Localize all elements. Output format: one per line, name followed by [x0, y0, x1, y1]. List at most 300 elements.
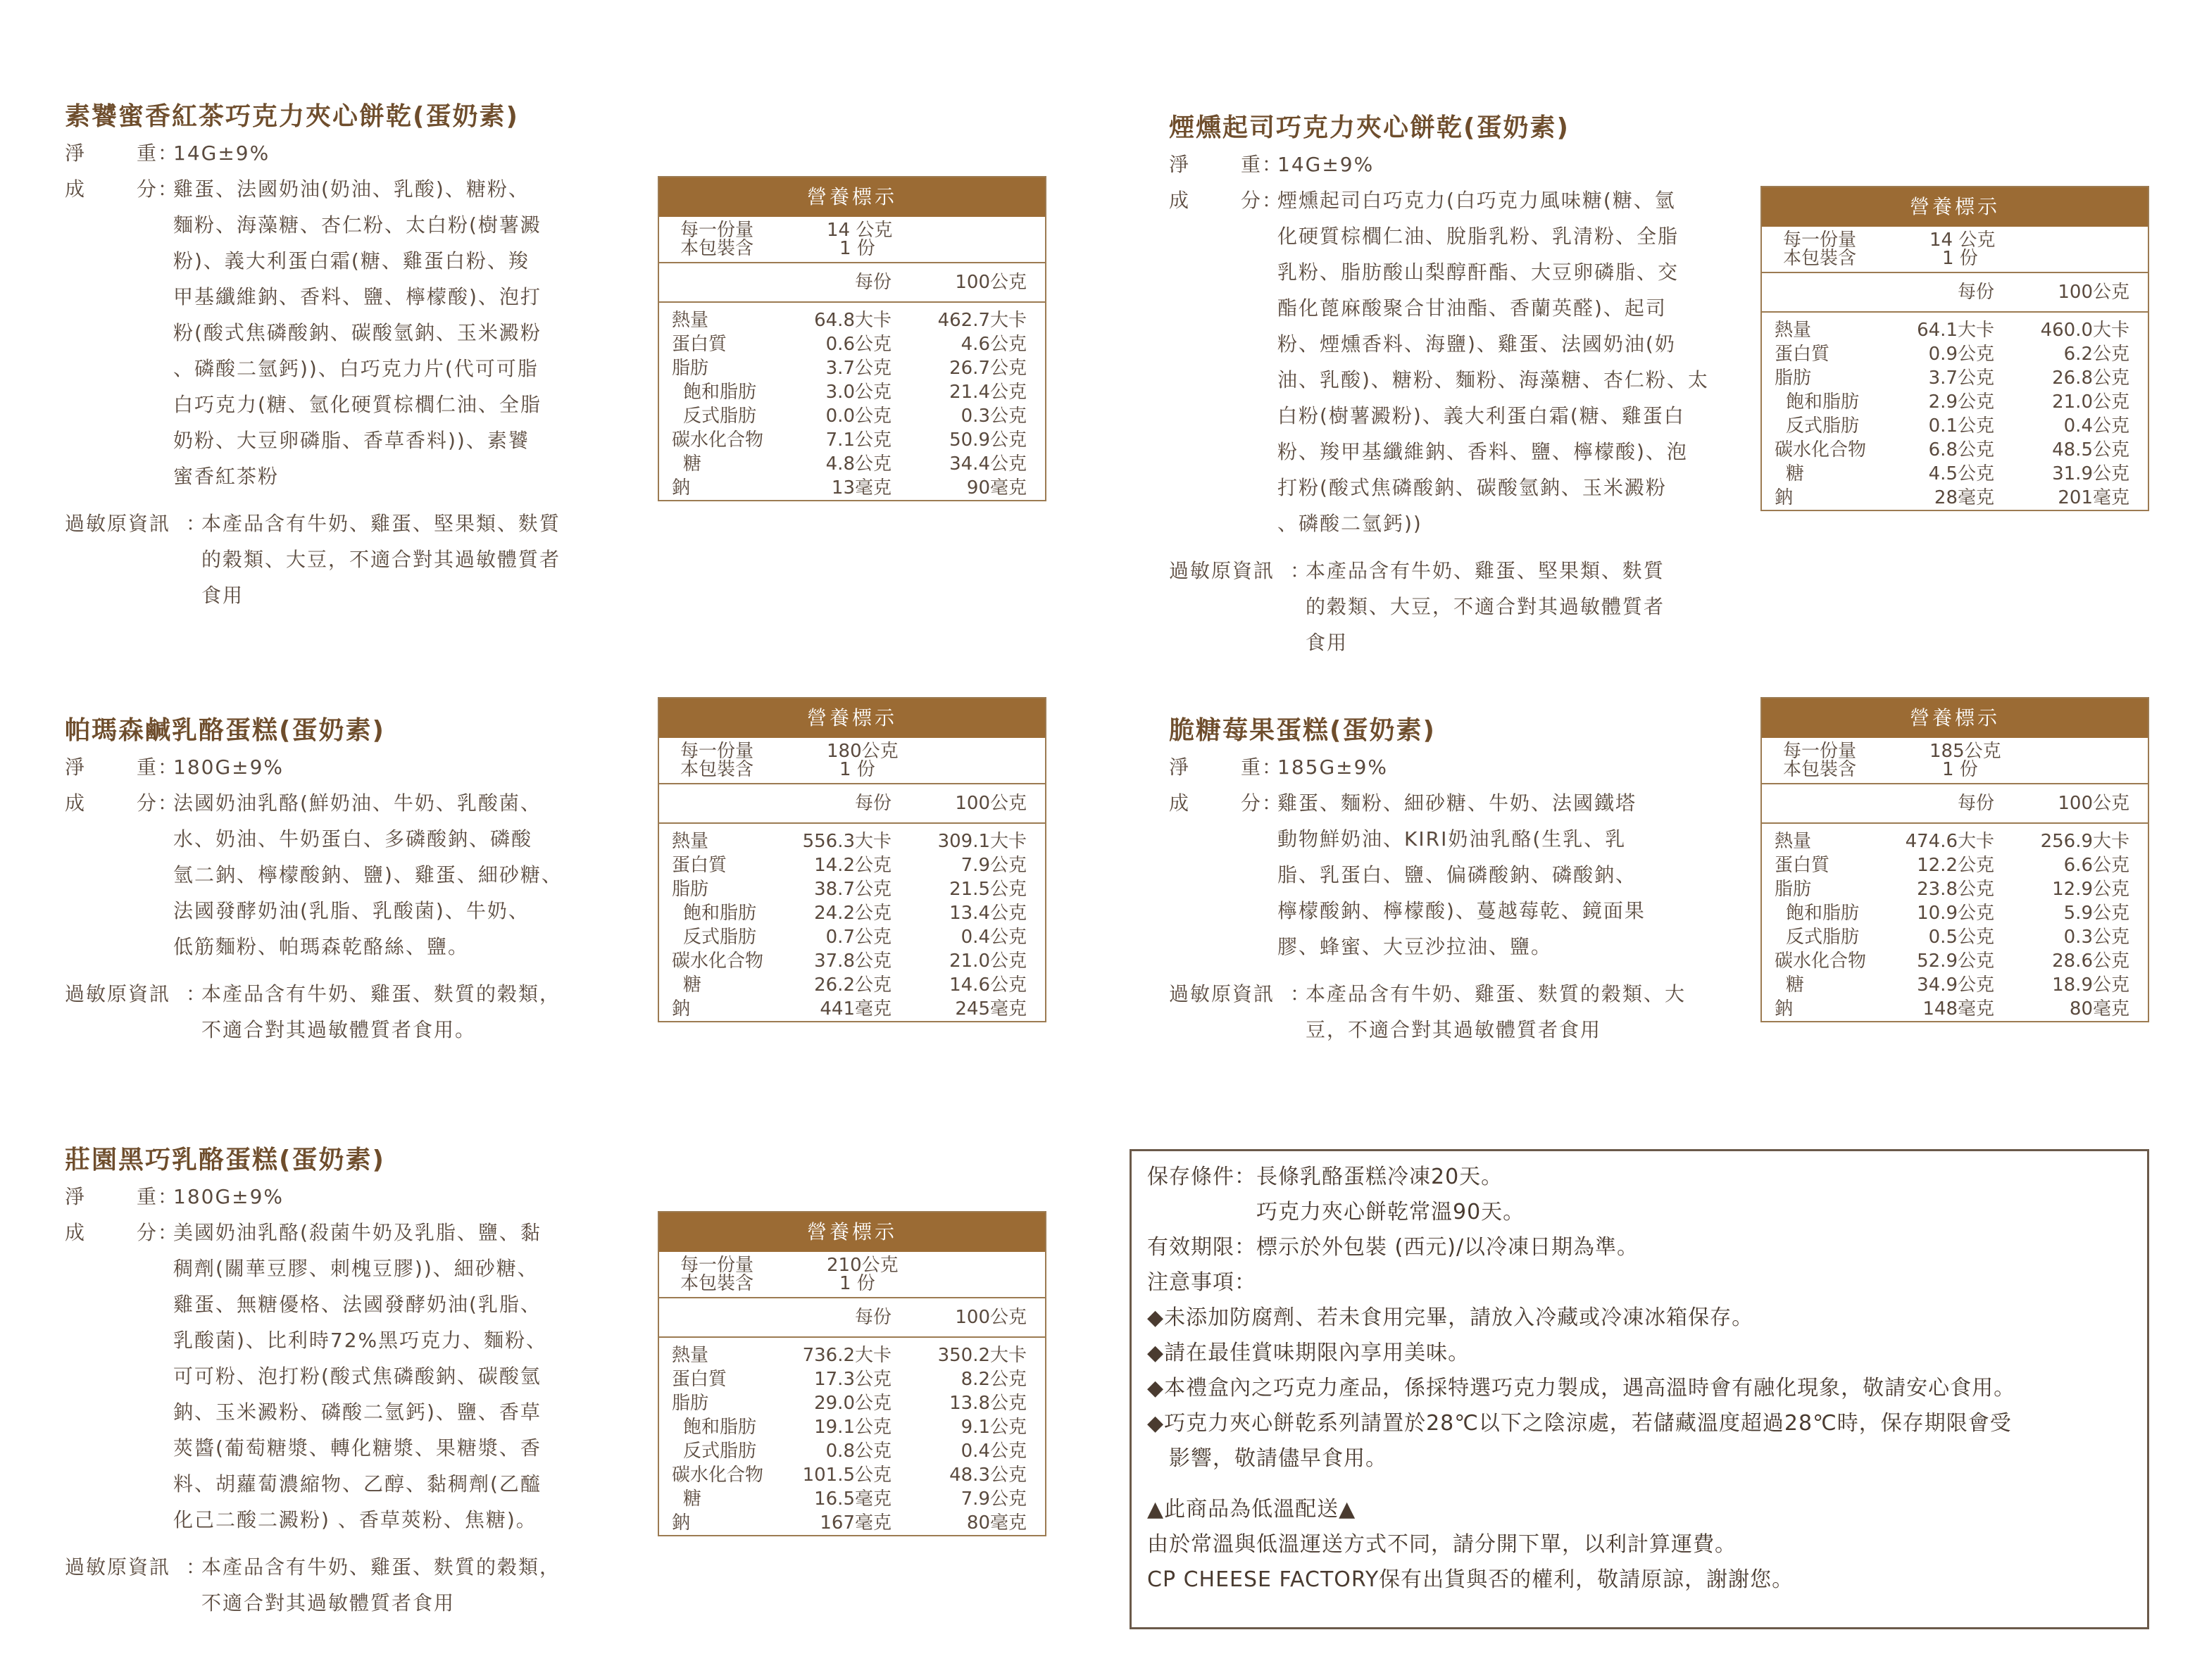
colon: ： — [158, 1185, 180, 1208]
allergen-row — [65, 1549, 615, 1621]
nutrition-row — [659, 1487, 1045, 1511]
nutrition-row — [1762, 390, 2148, 414]
nutrition-row — [659, 853, 1045, 877]
allergen-text — [1306, 553, 1741, 660]
nutrition-table-title: 營養標示 — [1762, 698, 2148, 738]
notice-line: 注意事項： — [1147, 1270, 1256, 1295]
per-serving-header: 每份 — [854, 1307, 892, 1328]
ingredients-label-char: 分 — [1240, 791, 1262, 815]
per-100g-value: 50.9公克 — [949, 430, 1027, 451]
ingredients-row — [1169, 785, 1720, 965]
notice-line: 巧克力夾心餅乾常溫90天。 — [1147, 1200, 1525, 1224]
nutrition-row — [659, 925, 1045, 949]
net-weight-row — [65, 1179, 615, 1215]
allergen-line: 不適合對其過敏體質者食用。 — [201, 1018, 477, 1041]
nutrient-name: 糖 — [683, 453, 702, 475]
product-title: 脆糖莓果蛋糕(蛋奶素) — [1169, 716, 1436, 745]
ingredients-label — [1169, 182, 1262, 541]
nutrient-name: 脂肪 — [1775, 368, 1812, 389]
notice-line: 保存條件：長條乳酪蛋糕冷凍20天。 — [1147, 1165, 1503, 1189]
ingredients-line: 雞蛋、法國奶油(奶油、乳酸)、糖粉、 — [173, 177, 530, 201]
net-weight-label-char: 淨 — [1169, 756, 1191, 779]
serving-size-value: 210公克 — [827, 1255, 899, 1276]
ingredients-line: 動物鮮奶油、KIRI奶油乳酪(生乳、乳 — [1277, 827, 1627, 851]
ingredients-line: 鈉、玉米澱粉、磷酸二氫鈣)、鹽、香草 — [173, 1400, 542, 1424]
nutrition-row — [659, 1391, 1045, 1415]
nutrient-name: 碳水化合物 — [1775, 439, 1867, 460]
servings-count-label: 本包裝含 — [1783, 248, 1857, 269]
nutrition-row — [1762, 366, 2148, 390]
serving-size-label: 每一份量 — [1783, 230, 1857, 251]
allergen-line: 本產品含有牛奶、雞蛋、堅果類、麩質 — [201, 512, 561, 535]
per-serving-value: 148毫克 — [1922, 998, 1994, 1020]
colon: ： — [1262, 791, 1284, 815]
per-100g-value: 350.2大卡 — [937, 1345, 1027, 1366]
serving-info — [1762, 738, 2148, 784]
ingredients-line: 粉)、義大利蛋白霜(糖、雞蛋白粉、羧 — [173, 249, 530, 272]
colon: ： — [1262, 189, 1284, 212]
per-100g-value: 80毫克 — [2069, 998, 2129, 1020]
nutrition-row — [659, 829, 1045, 853]
column-headers — [659, 1298, 1045, 1338]
ingredients-row — [1169, 182, 1741, 541]
nutrition-row — [1762, 318, 2148, 342]
nutrient-name: 反式脂肪 — [683, 927, 757, 948]
product-title: 素饕蜜香紅茶巧克力夾心餅乾(蛋奶素) — [65, 102, 519, 131]
nutrition-row — [1762, 997, 2148, 1021]
ingredients-line: 白巧克力(糖、氫化硬質棕櫚仁油、全脂 — [173, 393, 542, 416]
ingredients-line: 可可粉、泡打粉(酸式焦磷酸鈉、碳酸氫 — [173, 1365, 542, 1388]
per-serving-value: 0.0公克 — [825, 406, 892, 427]
ingredients-label-char: 成 — [65, 177, 87, 201]
nutrition-row — [659, 332, 1045, 356]
ingredients-line: 膠、蜂蜜、大豆沙拉油、鹽。 — [1277, 935, 1553, 958]
per-100g-value: 6.6公克 — [2063, 855, 2129, 876]
serving-size-label: 每一份量 — [1783, 741, 1857, 762]
ingredients-line: 粉、煙燻香料、海鹽)、雞蛋、法國奶油(奶 — [1277, 332, 1676, 356]
nutrition-row — [659, 308, 1045, 332]
nutrient-name: 飽和脂肪 — [1786, 391, 1860, 413]
product-title: 煙燻起司巧克力夾心餅乾(蛋奶素) — [1169, 113, 1570, 142]
nutrition-rows — [659, 824, 1045, 1021]
per-serving-value: 28毫克 — [1934, 487, 1994, 508]
per-serving-value: 24.2公克 — [814, 903, 892, 924]
nutrition-row — [659, 1367, 1045, 1391]
nutrition-row — [1762, 462, 2148, 486]
allergen-text — [201, 976, 615, 1048]
allergen-text — [201, 1549, 615, 1621]
ingredients-label-char: 成 — [65, 791, 87, 815]
ingredients-text — [1277, 182, 1741, 541]
nutrient-name: 碳水化合物 — [672, 951, 764, 972]
per-serving-value: 0.7公克 — [825, 927, 892, 948]
nutrition-row — [659, 973, 1045, 997]
column-headers — [1762, 273, 2148, 313]
nutrition-row — [659, 404, 1045, 428]
servings-count-label: 本包裝含 — [680, 759, 754, 780]
allergen-label: 過敏原資訊 — [65, 512, 171, 535]
serving-size-label: 每一份量 — [680, 1255, 754, 1276]
ingredients-line: 酯化蓖麻酸聚合甘油酯、香蘭英醛)、起司 — [1277, 296, 1667, 320]
nutrient-name: 飽和脂肪 — [683, 903, 757, 924]
nutrition-table — [1760, 697, 2149, 1022]
nutrient-name: 碳水化合物 — [672, 1465, 764, 1486]
ingredients-line: 乳酸菌)、比利時72%黑巧克力、麵粉、 — [173, 1329, 548, 1352]
per-serving-value: 4.5公克 — [1928, 463, 1994, 484]
notice-line: 影響，敬請儘早食用。 — [1147, 1446, 1387, 1471]
serving-size-label: 每一份量 — [680, 741, 754, 762]
allergen-row — [65, 506, 615, 613]
per-serving-value: 4.8公克 — [825, 453, 892, 475]
servings-count-value: 1 份 — [839, 759, 875, 780]
nutrition-row — [659, 1439, 1045, 1463]
ingredients-row — [65, 1215, 615, 1538]
ingredients-line: 打粉(酸式焦磷酸鈉、碳酸氫鈉、玉米澱粉 — [1277, 476, 1667, 499]
allergen-line: 本產品含有牛奶、雞蛋、堅果類、麩質 — [1306, 559, 1665, 582]
per-100g-value: 48.3公克 — [949, 1465, 1027, 1486]
nutrition-row — [659, 452, 1045, 476]
product-title: 帕瑪森鹹乳酪蛋糕(蛋奶素) — [65, 716, 385, 745]
per-serving-value: 0.8公克 — [825, 1441, 892, 1462]
nutrition-row — [1762, 486, 2148, 510]
nutrition-row — [1762, 901, 2148, 925]
ingredients-line: 乳粉、脂肪酸山梨醇酐酯、大豆卵磷脂、交 — [1277, 261, 1679, 284]
nutrient-name: 鈉 — [672, 998, 691, 1020]
per-serving-value: 556.3大卡 — [802, 831, 892, 852]
per-100g-value: 0.3公克 — [2063, 927, 2129, 948]
column-headers — [659, 784, 1045, 824]
colon: ： — [158, 142, 180, 165]
ingredients-label — [65, 785, 158, 965]
per-serving-value: 474.6大卡 — [1905, 831, 1994, 852]
allergen-line: 不適合對其過敏體質者食用 — [201, 1591, 456, 1615]
per-100g-value: 14.6公克 — [949, 974, 1027, 996]
per-serving-value: 16.5毫克 — [814, 1488, 892, 1510]
ingredients-label — [65, 1215, 158, 1538]
per-100g-value: 201毫克 — [2058, 487, 2129, 508]
ingredients-line: 雞蛋、麵粉、細砂糖、牛奶、法國鐵塔 — [1277, 791, 1637, 815]
ingredients-line: 料、胡蘿蔔濃縮物、乙醇、黏稠劑(乙醯 — [173, 1472, 542, 1496]
net-weight-label — [1169, 146, 1262, 182]
notice-line: ◆未添加防腐劑、若未食用完畢，請放入冷藏或冷凍冰箱保存。 — [1147, 1305, 1754, 1330]
net-weight-label-char: 重 — [1240, 153, 1262, 176]
product-block — [65, 713, 615, 1048]
colon: ： — [1290, 982, 1312, 1005]
ingredients-line: 低筋麵粉、帕瑪森乾酪絲、鹽。 — [173, 935, 470, 958]
ingredients-line: 稠劑(關華豆膠、刺槐豆膠))、細砂糖、 — [173, 1257, 539, 1280]
colon: ： — [158, 791, 180, 815]
nutrient-name: 飽和脂肪 — [1786, 903, 1860, 924]
per-100g-value: 18.9公克 — [2052, 974, 2129, 996]
colon: ： — [158, 1221, 180, 1244]
per-100g-value: 34.4公克 — [949, 453, 1027, 475]
notice-line: ▲此商品為低溫配送▲ — [1147, 1497, 1356, 1522]
nutrient-name: 反式脂肪 — [683, 1441, 757, 1462]
per-serving-value: 38.7公克 — [814, 879, 892, 900]
allergen-line: 食用 — [1306, 631, 1349, 654]
notice-line: ◆請在最佳賞味期限內享用美味。 — [1147, 1341, 1470, 1365]
ingredients-line: 白粉(樹薯澱粉)、義大利蛋白霜(糖、雞蛋白 — [1277, 404, 1685, 427]
colon: ： — [1262, 153, 1284, 176]
nutrient-name: 蛋白質 — [672, 855, 727, 876]
per-100g-value: 0.4公克 — [961, 927, 1027, 948]
notice-line: 有效期限：標示於外包裝 (西元)/以冷凍日期為準。 — [1147, 1235, 1639, 1260]
notice-line: 由於常溫與低溫運送方式不同，請分開下單，以利計算運費。 — [1147, 1532, 1737, 1557]
spacer — [65, 494, 615, 506]
allergen-line: 本產品含有牛奶、雞蛋、麩質的穀類， — [201, 1555, 561, 1579]
spacer — [65, 965, 615, 976]
colon: ： — [1262, 756, 1284, 779]
servings-count-label: 本包裝含 — [680, 238, 754, 259]
allergen-text — [1306, 976, 1720, 1048]
serving-info — [659, 1252, 1045, 1298]
nutrition-rows — [659, 1338, 1045, 1535]
per-100g-value: 0.4公克 — [2063, 415, 2129, 437]
nutrition-row — [659, 356, 1045, 380]
nutrient-name: 糖 — [1786, 974, 1805, 996]
nutrient-name: 脂肪 — [672, 358, 709, 379]
per-100g-value: 31.9公克 — [2052, 463, 2129, 484]
column-headers — [659, 263, 1045, 303]
nutrition-row — [659, 1463, 1045, 1487]
serving-info — [659, 217, 1045, 263]
nutrition-table-title: 營養標示 — [1762, 187, 2148, 227]
allergen-line: 本產品含有牛奶、雞蛋、麩質的穀類、大 — [1306, 982, 1687, 1005]
colon: ： — [186, 982, 208, 1005]
per-serving-value: 34.9公克 — [1917, 974, 1994, 996]
nutrition-table — [658, 176, 1046, 501]
per-serving-value: 64.1大卡 — [1917, 320, 1994, 341]
serving-size-value: 185公克 — [1929, 741, 2001, 762]
ingredients-label-char: 分 — [136, 791, 158, 815]
per-100g-value: 460.0大卡 — [2040, 320, 2129, 341]
per-serving-value: 0.9公克 — [1928, 344, 1994, 365]
net-weight-label-char: 淨 — [1169, 153, 1191, 176]
net-weight-label-char: 重 — [136, 756, 158, 779]
ingredients-line: 法國奶油乳酪(鮮奶油、牛奶、乳酸菌、 — [173, 791, 542, 815]
nutrition-row — [659, 1415, 1045, 1439]
nutrition-row — [1762, 414, 2148, 438]
per-serving-header: 每份 — [854, 793, 892, 814]
per-serving-value: 0.6公克 — [825, 334, 892, 355]
ingredients-line: 莢醬(葡萄糖漿、轉化糖漿、果糖漿、香 — [173, 1436, 542, 1460]
nutrition-row — [659, 380, 1045, 404]
ingredients-label-char: 成 — [65, 1221, 87, 1244]
per-serving-value: 7.1公克 — [825, 430, 892, 451]
nutrient-name: 反式脂肪 — [1786, 415, 1860, 437]
nutrient-name: 反式脂肪 — [1786, 927, 1860, 948]
per-100g-value: 48.5公克 — [2052, 439, 2129, 460]
ingredients-line: 檸檬酸鈉、檸檬酸)、蔓越莓乾、鏡面果 — [1277, 899, 1646, 922]
net-weight-value: 14G±9% — [1277, 153, 1375, 176]
spacer — [1169, 541, 1741, 553]
nutrient-name: 碳水化合物 — [672, 430, 764, 451]
nutrient-name: 蛋白質 — [672, 334, 727, 355]
nutrient-name: 熱量 — [672, 831, 709, 852]
ingredients-label-char: 分 — [136, 177, 158, 201]
ingredients-line: 法國發酵奶油(乳脂、乳酸菌)、牛奶、 — [173, 899, 530, 922]
ingredients-line: 氫二鈉、檸檬酸鈉、鹽)、雞蛋、細砂糖、 — [173, 863, 563, 886]
per-100g-value: 90毫克 — [966, 477, 1027, 499]
nutrient-name: 蛋白質 — [1775, 344, 1830, 365]
net-weight-label-char: 淨 — [65, 756, 87, 779]
per-serving-value: 3.7公克 — [1928, 368, 1994, 389]
serving-size-label: 每一份量 — [680, 220, 754, 241]
ingredients-line: 美國奶油乳酪(殺菌牛奶及乳脂、鹽、黏 — [173, 1221, 542, 1244]
nutrition-table-title: 營養標示 — [659, 1212, 1045, 1252]
nutrition-row — [659, 949, 1045, 973]
nutrition-row — [659, 476, 1045, 500]
per-serving-value: 52.9公克 — [1917, 951, 1994, 972]
ingredients-line: 水、奶油、牛奶蛋白、多磷酸鈉、磷酸 — [173, 827, 533, 851]
per-100g-value: 245毫克 — [955, 998, 1027, 1020]
per-100g-value: 9.1公克 — [961, 1417, 1027, 1438]
ingredients-line: 化硬質棕櫚仁油、脫脂乳粉、乳清粉、全脂 — [1277, 225, 1679, 248]
nutrition-row — [659, 997, 1045, 1021]
ingredients-line: 油、乳酸)、糖粉、麵粉、海藻糖、杏仁粉、太 — [1277, 368, 1709, 391]
nutrient-name: 糖 — [1786, 463, 1805, 484]
per-serving-header: 每份 — [854, 272, 892, 293]
per-serving-value: 64.8大卡 — [814, 310, 892, 331]
nutrient-name: 脂肪 — [1775, 879, 1812, 900]
nutrition-table — [658, 697, 1046, 1022]
servings-count-value: 1 份 — [839, 1273, 875, 1294]
per-100g-value: 462.7大卡 — [937, 310, 1027, 331]
ingredients-line: 奶粉、大豆卵磷脂、香草香料))、素饕 — [173, 429, 530, 452]
nutrition-row — [1762, 973, 2148, 997]
allergen-label: 過敏原資訊 — [1169, 982, 1275, 1005]
nutrient-name: 熱量 — [1775, 831, 1812, 852]
allergen-line: 食用 — [201, 584, 244, 607]
per-100g-value: 26.7公克 — [949, 358, 1027, 379]
nutrition-rows — [659, 303, 1045, 500]
nutrition-row — [1762, 342, 2148, 366]
ingredients-label-char: 成 — [1169, 791, 1191, 815]
allergen-label: 過敏原資訊 — [65, 982, 171, 1005]
per-100g-header: 100公克 — [955, 272, 1027, 293]
per-serving-value: 101.5公克 — [802, 1465, 892, 1486]
allergen-line: 的穀類、大豆，不適合對其過敏體質者 — [1306, 595, 1665, 618]
ingredients-text — [173, 785, 615, 965]
per-serving-value: 23.8公克 — [1917, 879, 1994, 900]
per-100g-value: 309.1大卡 — [937, 831, 1027, 852]
per-100g-value: 21.5公克 — [949, 879, 1027, 900]
spacer — [65, 1538, 615, 1549]
nutrient-name: 鈉 — [1775, 487, 1794, 508]
ingredients-line: 麵粉、海藻糖、杏仁粉、太白粉(樹薯澱 — [173, 213, 542, 237]
ingredients-row — [65, 171, 615, 494]
nutrient-name: 熱量 — [672, 310, 709, 331]
per-serving-header: 每份 — [1957, 282, 1994, 303]
nutrition-row — [1762, 925, 2148, 949]
nutrient-name: 鈉 — [672, 1512, 691, 1534]
allergen-label: 過敏原資訊 — [65, 1555, 171, 1579]
per-serving-value: 14.2公克 — [814, 855, 892, 876]
net-weight-row — [1169, 146, 1741, 182]
notice-line — [1147, 1477, 2132, 1492]
net-weight-label — [65, 749, 158, 785]
allergen-line: 本產品含有牛奶、雞蛋、麩質的穀類， — [201, 982, 561, 1005]
per-100g-value: 21.0公克 — [2052, 391, 2129, 413]
per-100g-value: 26.8公克 — [2052, 368, 2129, 389]
nutrition-row — [659, 877, 1045, 901]
net-weight-row — [1169, 749, 1720, 785]
nutrition-rows — [1762, 313, 2148, 510]
nutrient-name: 碳水化合物 — [1775, 951, 1867, 972]
per-serving-value: 6.8公克 — [1928, 439, 1994, 460]
ingredients-label-char: 分 — [136, 1221, 158, 1244]
ingredients-label-char: 分 — [1240, 189, 1262, 212]
ingredients-row — [65, 785, 615, 965]
allergen-row — [65, 976, 615, 1048]
per-serving-value: 17.3公克 — [814, 1369, 892, 1390]
ingredients-text — [173, 171, 615, 494]
servings-count-value: 1 份 — [1942, 248, 1978, 269]
ingredients-label-char: 成 — [1169, 189, 1191, 212]
product-title: 莊園黑巧乳酪蛋糕(蛋奶素) — [65, 1146, 385, 1174]
nutrient-name: 蛋白質 — [672, 1369, 727, 1390]
per-serving-value: 167毫克 — [820, 1512, 892, 1534]
per-100g-value: 4.6公克 — [961, 334, 1027, 355]
net-weight-value: 14G±9% — [173, 142, 270, 165]
per-100g-value: 7.9公克 — [961, 1488, 1027, 1510]
colon: ： — [186, 512, 208, 535]
product-block — [65, 99, 615, 613]
product-block — [1169, 110, 1741, 660]
per-serving-header: 每份 — [1957, 793, 1994, 814]
nutrient-name: 飽和脂肪 — [683, 382, 757, 403]
nutrient-name: 飽和脂肪 — [683, 1417, 757, 1438]
net-weight-value: 180G±9% — [173, 1185, 284, 1208]
ingredients-line: 化己二酸二澱粉) 、香草莢粉、焦糖)。 — [173, 1508, 537, 1531]
per-serving-value: 3.7公克 — [825, 358, 892, 379]
per-100g-header: 100公克 — [2058, 793, 2129, 814]
per-serving-value: 37.8公克 — [814, 951, 892, 972]
spacer — [1169, 965, 1720, 976]
per-serving-value: 19.1公克 — [814, 1417, 892, 1438]
nutrition-row — [659, 428, 1045, 452]
per-serving-value: 441毫克 — [820, 998, 892, 1020]
allergen-line: 豆，不適合對其過敏體質者食用 — [1306, 1018, 1602, 1041]
net-weight-label — [65, 1179, 158, 1215]
per-100g-value: 7.9公克 — [961, 855, 1027, 876]
nutrition-table-title: 營養標示 — [659, 698, 1045, 738]
per-serving-value: 0.1公克 — [1928, 415, 1994, 437]
per-100g-header: 100公克 — [955, 1307, 1027, 1328]
nutrition-table-title: 營養標示 — [659, 177, 1045, 217]
net-weight-label-char: 重 — [1240, 756, 1262, 779]
per-serving-value: 2.9公克 — [1928, 391, 1994, 413]
nutrition-row — [659, 1511, 1045, 1535]
serving-info — [1762, 227, 2148, 273]
nutrition-rows — [1762, 824, 2148, 1021]
ingredients-line: 蜜香紅茶粉 — [173, 465, 280, 488]
notice-line: ◆本禮盒內之巧克力產品，係採特選巧克力製成，遇高溫時會有融化現象，敬請安心食用。 — [1147, 1376, 2016, 1400]
net-weight-row — [65, 135, 615, 171]
per-serving-value: 26.2公克 — [814, 974, 892, 996]
product-block — [1169, 713, 1720, 1048]
ingredients-line: 、磷酸二氫鈣))、白巧克力片(代可可脂 — [173, 357, 539, 380]
net-weight-label-char: 重 — [136, 1185, 158, 1208]
per-100g-value: 12.9公克 — [2052, 879, 2129, 900]
colon: ： — [1290, 559, 1312, 582]
ingredients-label — [65, 171, 158, 494]
net-weight-value: 180G±9% — [173, 756, 284, 779]
per-serving-value: 12.2公克 — [1917, 855, 1994, 876]
net-weight-label — [65, 135, 158, 171]
ingredients-line: 脂、乳蛋白、鹽、偏磷酸鈉、磷酸鈉、 — [1277, 863, 1637, 886]
per-100g-value: 0.4公克 — [961, 1441, 1027, 1462]
